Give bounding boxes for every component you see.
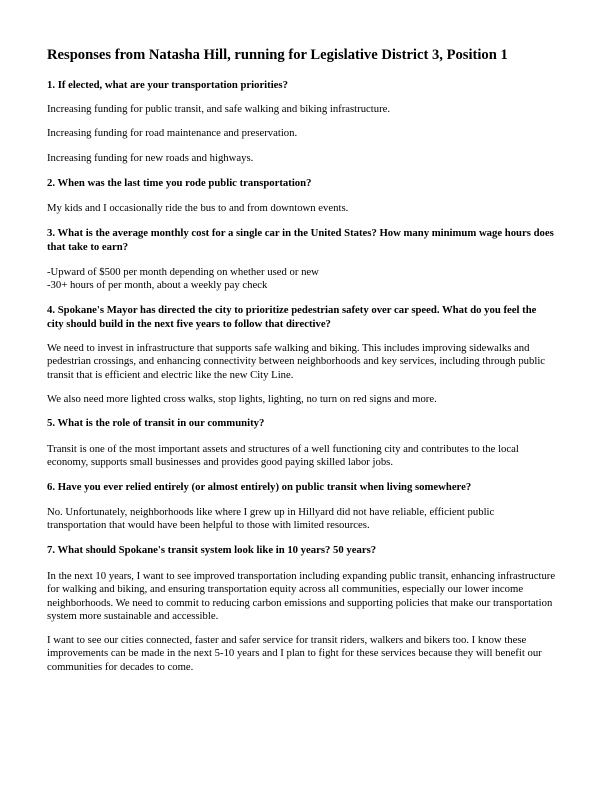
- document-title: Responses from Natasha Hill, running for Legislative District 3, Position 1: [47, 47, 508, 63]
- answer-1-3: Increasing funding for new roads and highways.: [47, 152, 254, 164]
- question-5: 5. What is the role of transit in our community?: [47, 417, 265, 429]
- answer-4-2: We also need more lighted cross walks, stop lights, lighting, no turn on red signs and more.: [47, 393, 437, 405]
- answer-6-1: No. Unfortunately, neighborhoods like where I grew up in Hillyard did not have reliable, efficient public transportation that would have been helpful to those with limited resources.: [47, 506, 495, 532]
- answer-7-1: In the next 10 years, I want to see improved transportation including expanding public transit, enhancing infrastructure for walking and biking, and ensuring transportation equity across all communities, especially our lower income neighborhoods. We need to commit to reducing carbon emissions and supporting policies that make our transportation system more sustainable and accessible.: [47, 570, 556, 623]
- question-6: 6. Have you ever relied entirely (or almost entirely) on public transit when living somewhere?: [47, 481, 472, 493]
- answer-3-1: -Upward of $500 per month depending on whether used or new: [47, 266, 319, 278]
- question-1: 1. If elected, what are your transportation priorities?: [47, 79, 288, 91]
- answer-1-1: Increasing funding for public transit, and safe walking and biking infrastructure.: [47, 103, 391, 115]
- question-3: 3. What is the average monthly cost for a single car in the United States? How many minimum wage hours does that take to earn?: [47, 227, 554, 253]
- answer-2-1: My kids and I occasionally ride the bus to and from downtown events.: [47, 202, 349, 214]
- answer-3-2: -30+ hours of per month, about a weekly pay check: [47, 279, 268, 292]
- question-4: 4. Spokane's Mayor has directed the city to prioritize pedestrian safety over car speed. What do you feel the city should build in the next five years to follow that directive?: [47, 304, 537, 330]
- answer-1-2: Increasing funding for road maintenance and preservation.: [47, 127, 298, 139]
- question-2: 2. When was the last time you rode public transportation?: [47, 177, 312, 189]
- answer-3: [47, 266, 559, 293]
- answer-7-2: I want to see our cities connected, faster and safer service for transit riders, walkers and bikers too. I know these improvements can be made in the next 5-10 years and I plan to fight for these services because they will benefit our communities for decades to come.: [47, 634, 542, 673]
- answer-4-1: We need to invest in infrastructure that supports safe walking and biking. This includes improving sidewalks and pedestrian crossings, and enhancing connectivity between neighborhoods and key services, including through public transit that is efficient and electric like the new City Line.: [47, 342, 546, 381]
- answer-5-1: Transit is one of the most important assets and structures of a well functioning city and contributes to the local economy, supports small businesses and provides good paying skilled labor jobs.: [47, 443, 519, 469]
- question-7: 7. What should Spokane's transit system look like in 10 years? 50 years?: [47, 544, 377, 556]
